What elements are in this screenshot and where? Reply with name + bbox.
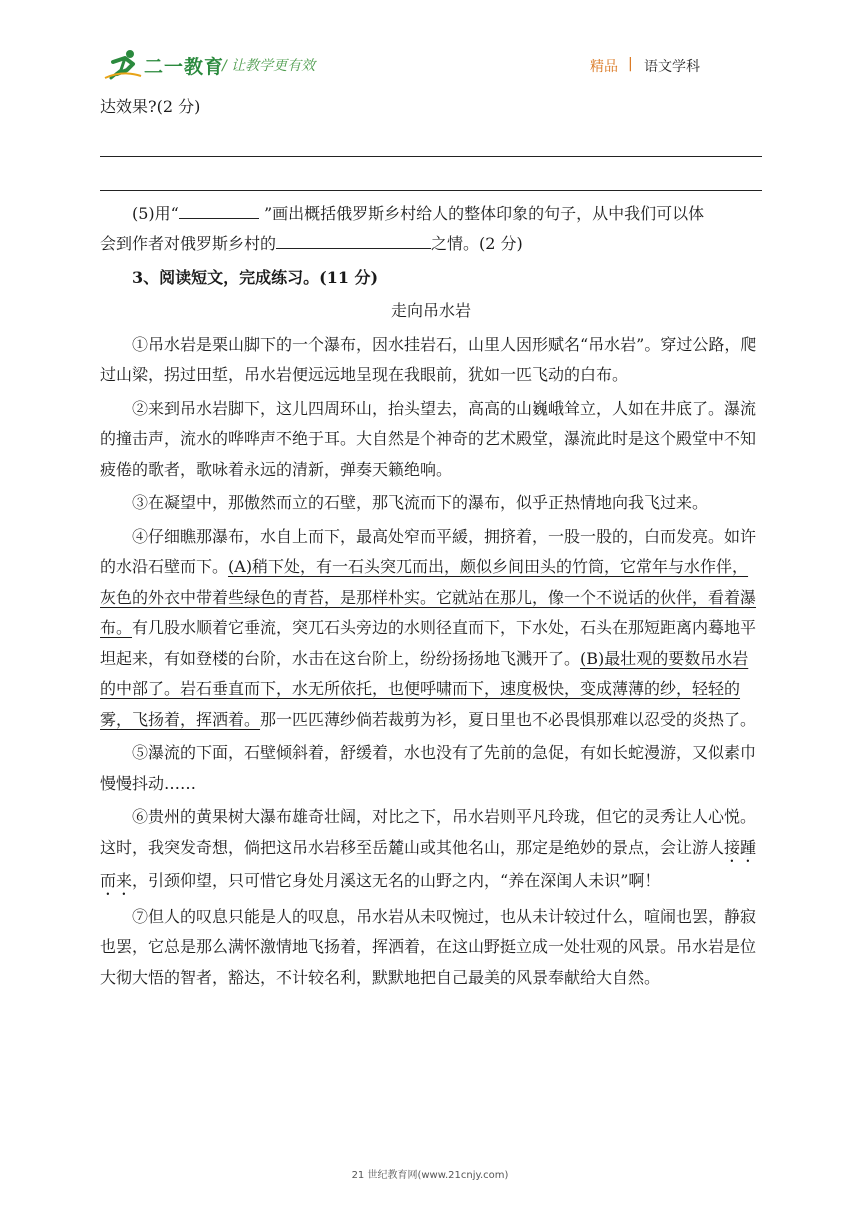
page-footer: 21 世纪教育网(www.21cnjy.com) [351, 1170, 509, 1181]
paragraph-1: ①吊水岩是栗山脚下的一个瀑布，因水挂岩石，山里人因形赋名“吊水岩”。穿过公路，爬过山梁，拐过田埑，吊水岩便远远地呈现在我眼前，犹如一匹飞动的白布。 [100, 334, 757, 384]
question-5: (5)用“ ”画出概括俄罗斯乡村给人的整体印象的句子，从中我们可以体 [100, 199, 762, 230]
section-3-heading: 3、阅读短文，完成练习。(11 分) [132, 267, 379, 287]
paragraph-4: ④仔细瞧那瀑布，水自上而下，最高处窄而平緩，拥挤着，一股一股的，白而发亮。如许的水沿石壁而下。(A)稍下处，有一石头突兀而出，颇似乡间田头的竹筒，它常年与水作伴，灰色的外衣中带着些绿色的青苔，是那样朴实。它就站在那儿，像一个不说话的伙伴，看着瀑布。有几股水顺着它垂流，突兀石头旁边的水则径直而下，下水处，石头在那短距离内蓦地平坦起来，有如登楼的台阶，水击在这台阶上，纷纷扬扬地飞溅开了。(B)最壮观的要数吊水岩的中部了。岩石垂直而下，水无所依托，也便呼啸而下，速度极快，变成薄薄的纱，轻轻的雾，飞扬着，挥洒着。那一匹匹薄纱倘若裁剪为衫，夏日里也不必畏惧那难以忍受的炎热了。 [100, 526, 757, 729]
document-body [100, 92, 762, 993]
brand-subject-label: 语文学科 [644, 59, 700, 75]
answer-line[interactable] [100, 123, 762, 157]
question-4-tail: 达效果?(2 分) [100, 97, 201, 116]
runner-logo-icon [103, 48, 143, 80]
brand-divider: | [628, 56, 633, 72]
underlined-sentence-a: (A)稍下处，有一石头突兀而出，颇似乡间田头的竹筒，它常年与水作伴，灰色的外衣中带着些绿色的青苔，是那样朴实。它就站在那儿，像一个不说话的伙伴，看着瀑布。 [100, 557, 757, 637]
passage-title: 走向吊水岩 [390, 301, 471, 320]
page-header [0, 0, 860, 90]
paragraph-3: ③在凝望中，那傲然而立的石壁，那飞流而下的瀑布，似乎正热情地向我飞过来。 [132, 493, 709, 512]
dotted-phrase: 接踵而来 [100, 837, 757, 890]
underlined-sentence-b: (B)最壮观的要数吊水岩的中部了。岩石垂直而下，水无所依托，也便呼啸而下，速度极快，变成薄薄的纱，轻轻的雾，飞扬着，挥洒着。 [100, 648, 749, 729]
answer-blank[interactable] [276, 230, 431, 249]
underline-sample-blank [179, 200, 259, 219]
question-5-cont: 会到作者对俄罗斯乡村的 之情。(2 分) [100, 229, 762, 260]
paragraph-6: ⑥贵州的黄果树大瀑布雄奇壮阔，对比之下，吊水岩则平凡玲珑，但它的灵秀让人心悦。这时，我突发奇想，倘把这吊水岩移至岳麓山或其他名山，那定是绝妙的景点，会让游人接踵而来，引颈仰望，只可惜它身处月溪这无名的山野之内，“养在深闺人未识”啊！ [100, 807, 757, 890]
paragraph-5: ⑤瀑流的下面，石壁倾斜着，舒缓着，水也没有了先前的急促，有如长蛇漫游，又似素巾慢慢抖动…… [100, 743, 757, 793]
brand-quality-label: 精品 [590, 59, 618, 75]
paragraph-7: ⑦但人的叹息只能是人的叹息，吊水岩从未叹惋过，也从未计较过什么，喧闹也罢，静寂也罢，它总是那么满怀激情地飞扬着，挥洒着，在这山野挺立成一处壮观的风景。吊水岩是位大彻大悟的智者，豁达，不计较名利，默默地把自己最美的风景奉献给大自然。 [100, 906, 757, 987]
logo-text: 二一教育 [144, 56, 225, 78]
paragraph-2: ②来到吊水岩脚下，这儿四周环山，抬头望去，高高的山巍峨耸立，人如在井底了。瀑流的撞击声，流水的哗哗声不绝于耳。大自然是个神奇的艺术殿堂，瀑流此时是这个殿堂中不知疲倦的歌者，歌咏着永远的清新，弹奏天籁绝响。 [100, 398, 757, 479]
slogan: / 让教学更有效 [222, 58, 316, 74]
answer-line[interactable] [100, 157, 762, 191]
